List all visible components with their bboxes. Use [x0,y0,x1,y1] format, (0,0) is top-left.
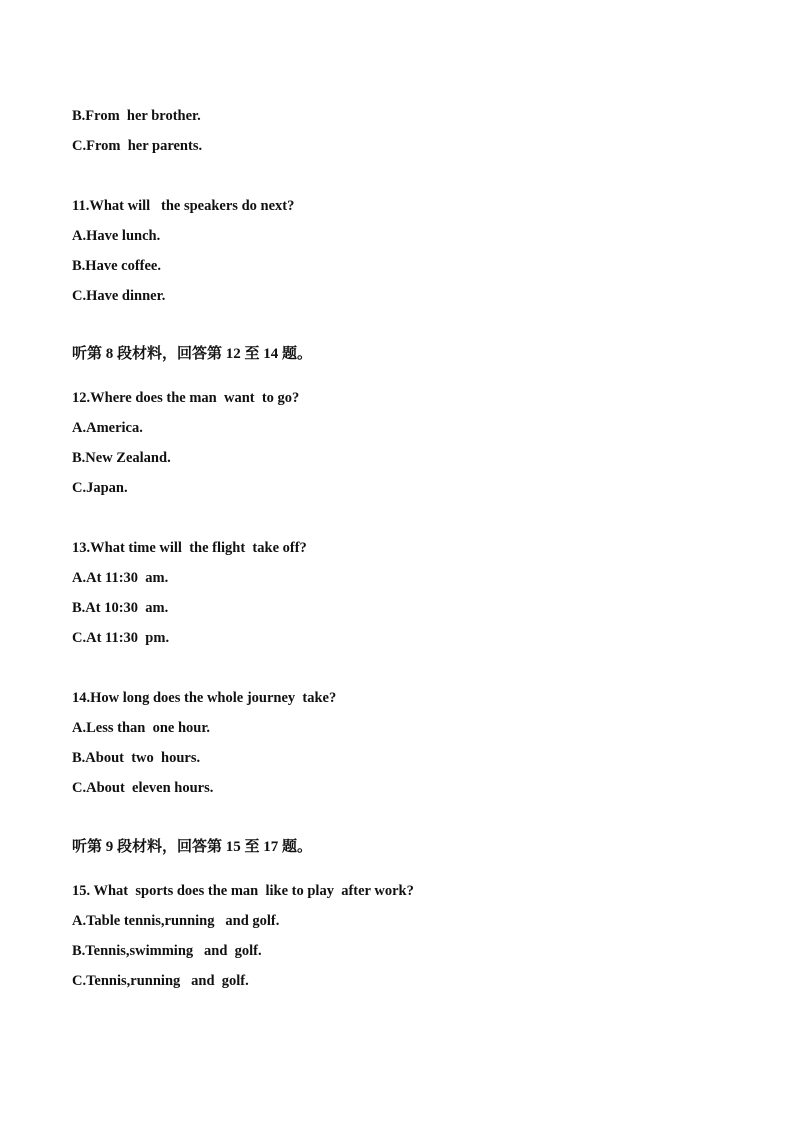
question-13: 13.What time will the flight take off? [72,540,307,556]
option-11c: C.Have dinner. [72,288,166,304]
option-15b: B.Tennis,swimming and golf. [72,943,262,959]
option-15a: A.Table tennis,running and golf. [72,913,280,929]
option-12c: C.Japan. [72,480,128,496]
option-12b: B.New Zealand. [72,450,171,466]
section-heading-9: 听第 9 段材料，回答第 15 至 17 题。 [72,839,313,855]
option-14c: C.About eleven hours. [72,780,214,796]
option-11a: A.Have lunch. [72,228,161,244]
question-11: 11.What will the speakers do next? [72,198,295,214]
option-13c: C.At 11:30 pm. [72,630,170,646]
question-15: 15. What sports does the man like to play after work? [72,883,414,899]
question-12: 12.Where does the man want to go? [72,390,300,406]
option-13b: B.At 10:30 am. [72,600,169,616]
option-10c: C.From her parents. [72,138,203,154]
option-14a: A.Less than one hour. [72,720,211,736]
option-13a: A.At 11:30 am. [72,570,169,586]
option-11b: B.Have coffee. [72,258,161,274]
option-12a: A.America. [72,420,143,436]
option-10b: B.From her brother. [72,108,201,124]
option-14b: B.About two hours. [72,750,201,766]
section-heading-8: 听第 8 段材料，回答第 12 至 14 题。 [72,346,313,362]
question-14: 14.How long does the whole journey take? [72,690,337,706]
option-15c: C.Tennis,running and golf. [72,973,249,989]
